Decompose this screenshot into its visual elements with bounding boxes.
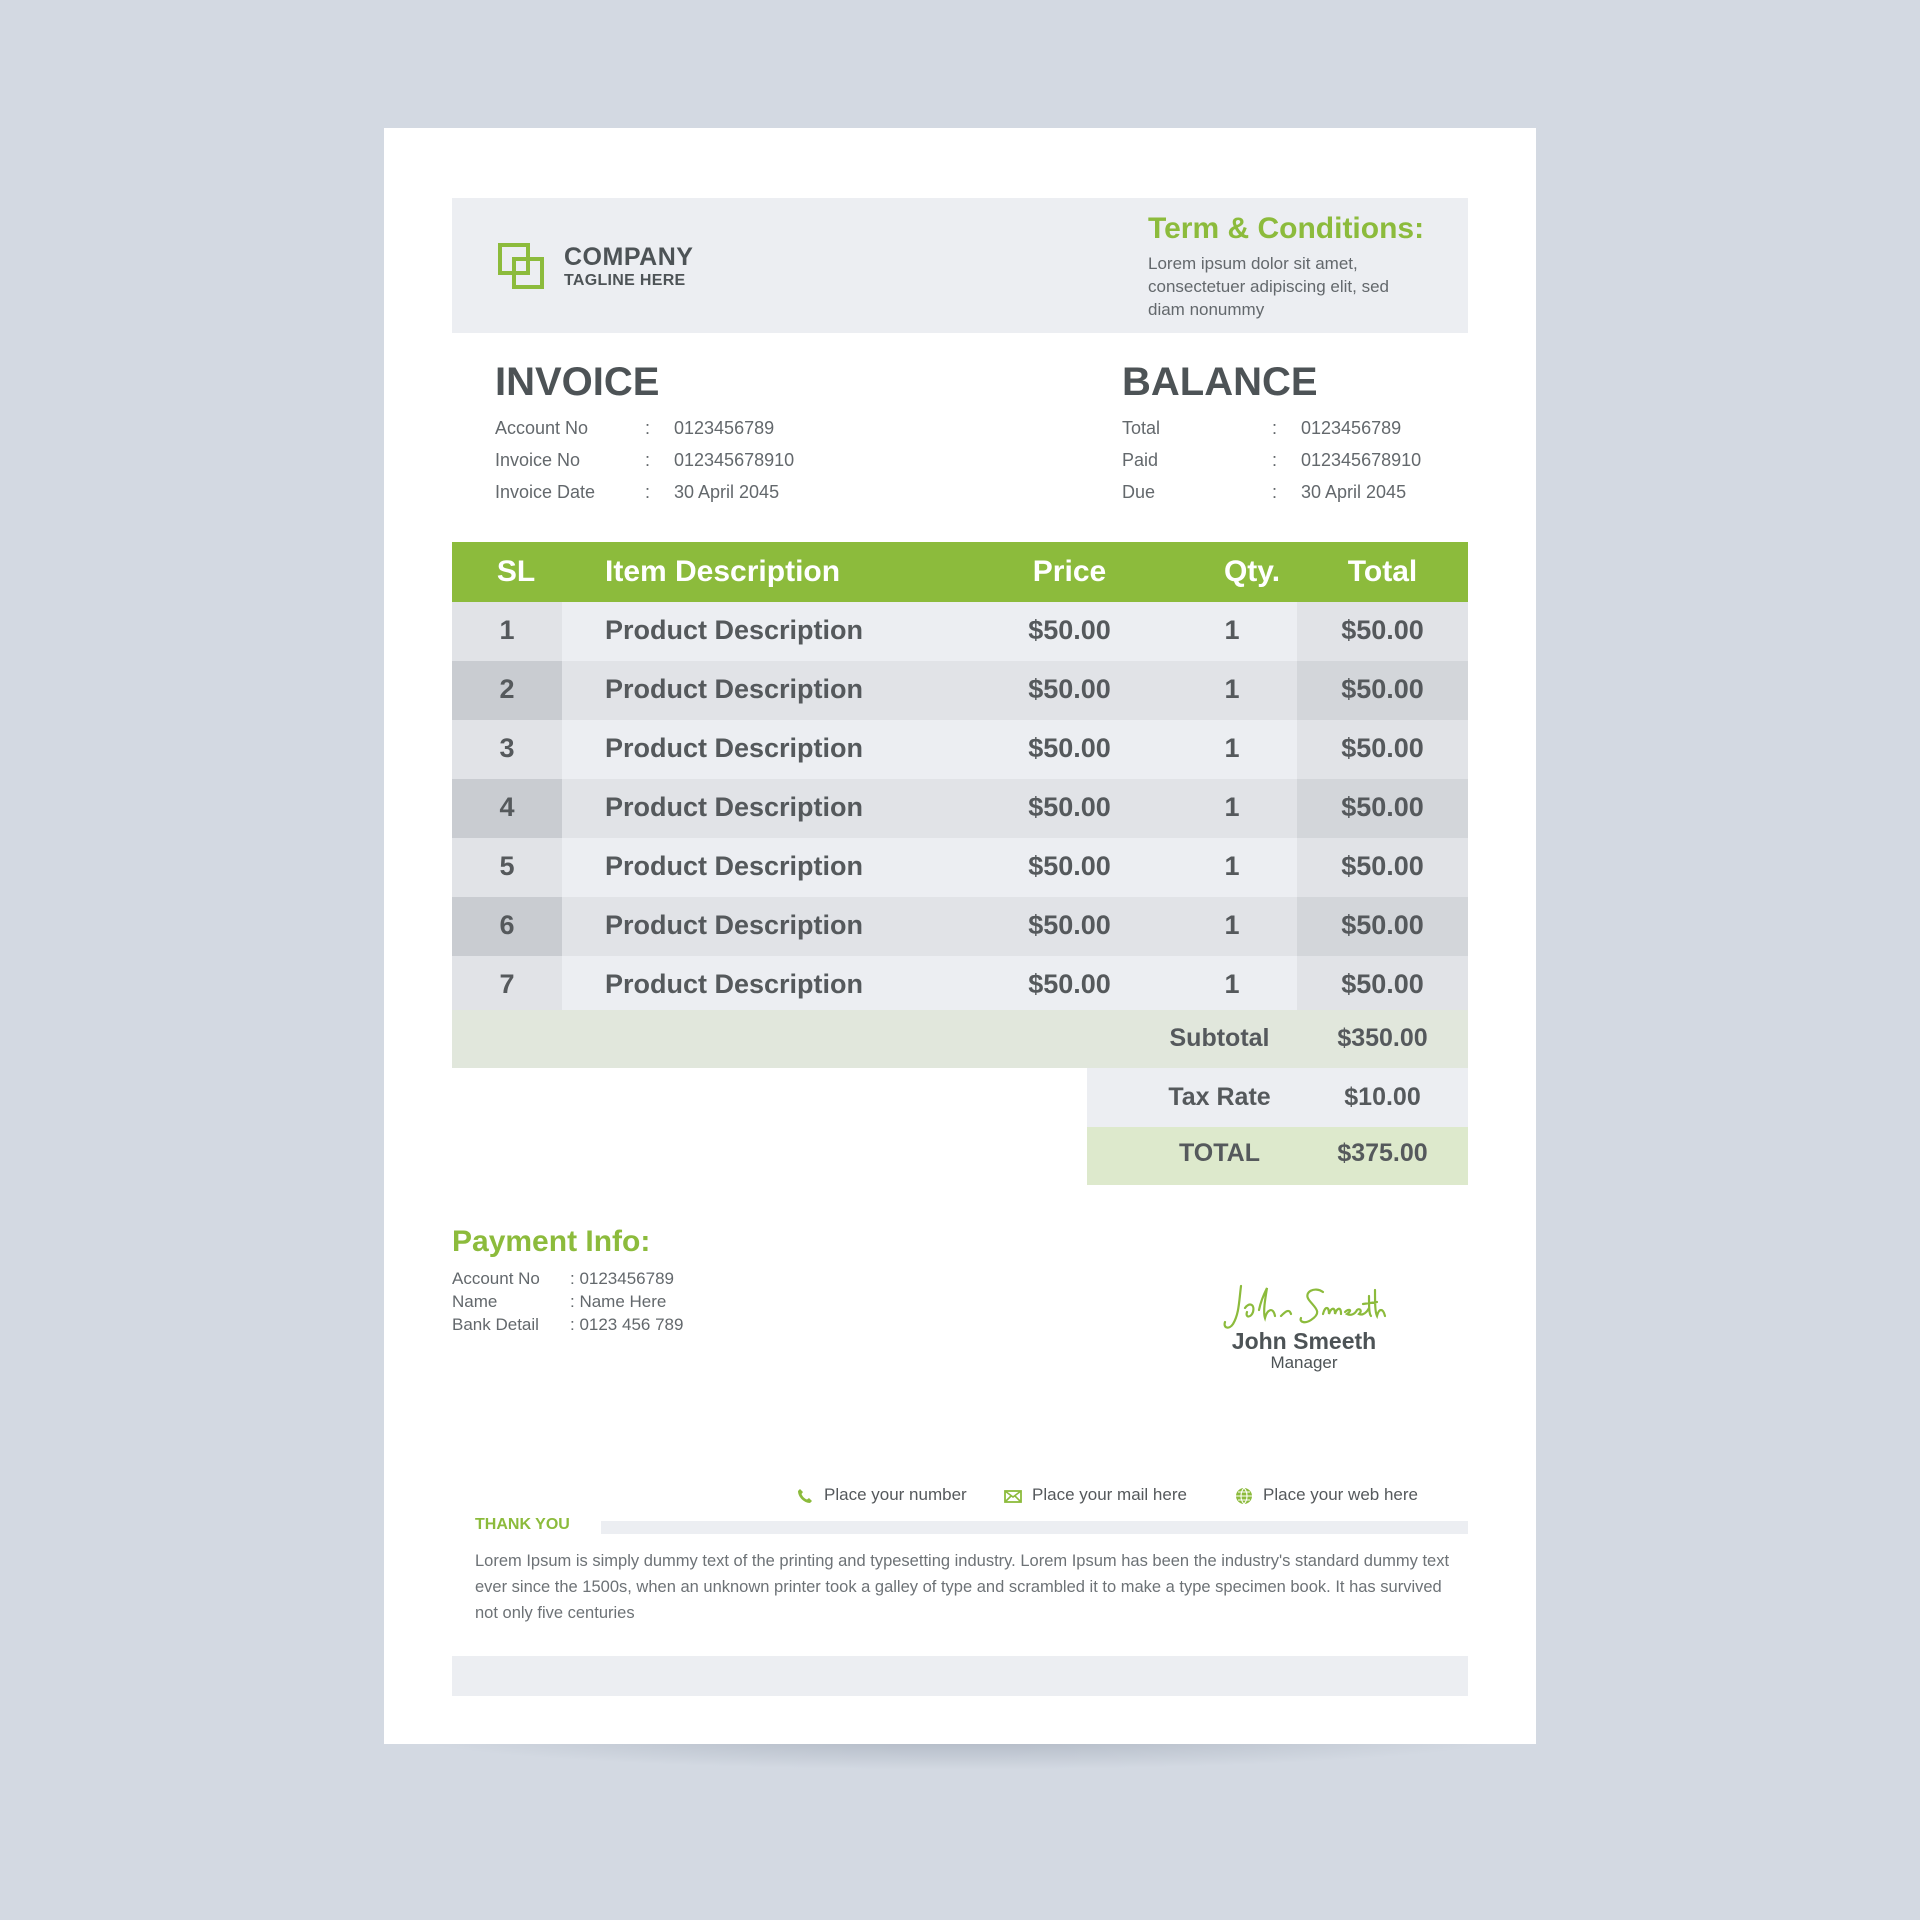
company-name: COMPANY [564,243,694,271]
header-total: Total [1347,555,1418,588]
tax-value: $10.00 [1344,1083,1421,1111]
phone-icon [796,1487,814,1505]
grand-total-value: $375.00 [1337,1139,1428,1167]
grand-total-label: TOTAL [1178,1139,1260,1167]
signer-name: John Smeeth [1231,1328,1377,1354]
subtotal-label: Subtotal [1169,1024,1270,1052]
footer-text: Lorem Ipsum is simply dummy text of the printing and typesetting industry. Lorem Ipsum has been the industry's standard dummy text ever since the 1500s, when an unknown printer took a galley of type and scrambled it to make a type specimen book. It has survived not only five centuries [475,1552,1450,1622]
invoice-page: COMPANY TAGLINE HERE Term & Conditions: Lorem ipsum dolor sit amet, consectetuer adipiscing elit, sed diam nonummy INVOICE Account No : 0123456789 Invoice No : 012345678910 Invoice Date : 30 April 2045 BALANCE Total : 0123456789 Paid : 012345678910 Due : 30 April 2045 SL Item Description Price Qty. Total 1 Product Description $50.00 1 $50.00 2 Product Description $50.00 1 $50.00 3 Product Description $50.00 1 $50.00 4 Product Description $50.00 1 $50.00 5 Product Description $50.00 1 $50.00 6 Product Description $50.00 1 $50.00 7 Product Description $50.00 1 $50.00 Subtotal $350.00 Tax Rate $10.00 TOTAL $375.00 Payment Info: Account No : 0123456789 Name : Name Here Bank Detail : 0123 456 789 John Smeeth Manager Place your number Place your mail here Place your web here THANK YOU Lorem Ipsum is simply dummy text of the printing and typesetting industry. Lorem Ipsum has been the industry's standard dummy text ever since the 1500s, when an unknown printer took a galley of type and scrambled it to make a type specimen book. It has survived not only five centuries [384,128,1536,1744]
table-row: 5 Product Description $50.00 1 $50.00 [452,838,1468,897]
invoice-account-row: Account No : 0123456789 [495,418,775,438]
balance-details [1122,412,1462,508]
tax-row [1087,1068,1468,1127]
signer-role: Manager [1270,1353,1338,1372]
balance-total-row: Total : 0123456789 [1122,418,1402,438]
table-header [452,542,1468,602]
balance-title: BALANCE [1122,360,1318,404]
terms-title: Term & Conditions: [1148,212,1425,245]
grand-total-row [1087,1127,1468,1185]
invoice-details [495,412,835,508]
subtotal-value: $350.00 [1337,1024,1428,1052]
subtotal-row [452,1010,1468,1068]
company-logo-icon [498,243,544,289]
header-price: Price [1032,555,1107,588]
table-row: 7 Product Description $50.00 1 $50.00 [452,956,1468,1010]
table-row: 3 Product Description $50.00 1 $50.00 [452,720,1468,779]
thank-you-divider [601,1521,1468,1534]
terms-text: Lorem ipsum dolor sit amet, consectetuer adipiscing elit, sed diam nonummy [1148,254,1389,319]
table-row: 2 Product Description $50.00 1 $50.00 [452,661,1468,720]
balance-paid-row: Paid : 012345678910 [1122,450,1422,470]
mail-icon [1004,1487,1022,1505]
table-row: 4 Product Description $50.00 1 $50.00 [452,779,1468,838]
balance-due-row: Due : 30 April 2045 [1122,482,1407,502]
globe-icon [1235,1487,1253,1505]
company-tagline: TAGLINE HERE [564,272,686,289]
invoice-number-row: Invoice No : 012345678910 [495,450,795,470]
header-band [452,198,1468,333]
invoice-date-row: Invoice Date : 30 April 2045 [495,482,780,502]
invoice-title: INVOICE [495,360,660,404]
header-sl: SL [496,555,536,588]
table-row: 6 Product Description $50.00 1 $50.00 [452,897,1468,956]
tax-label: Tax Rate [1168,1083,1271,1111]
footer-band [452,1656,1468,1696]
thank-you-label: THANK YOU [475,1516,570,1533]
table-row: 1 Product Description $50.00 1 $50.00 [452,602,1468,661]
header-description: Item Description [605,555,841,588]
payment-title: Payment Info: [452,1225,651,1258]
header-qty: Qty. [1223,555,1281,588]
